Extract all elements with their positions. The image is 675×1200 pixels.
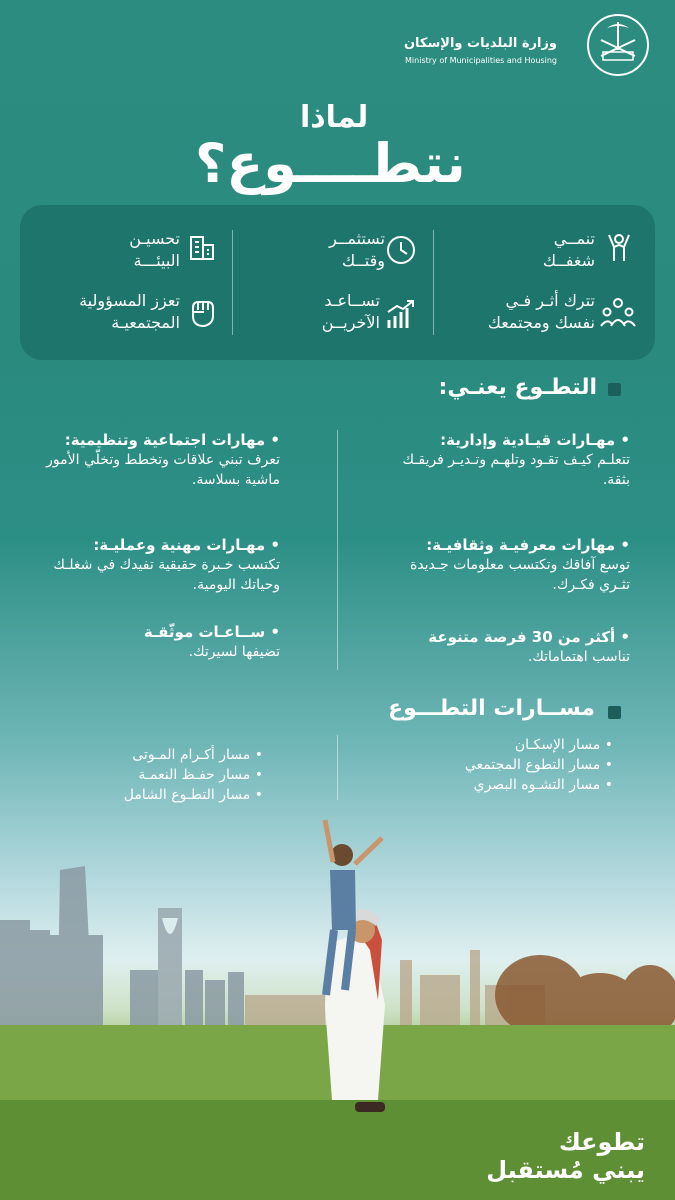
- section-marker: [608, 383, 621, 396]
- benefits-divider: [232, 230, 233, 335]
- tracks-right-list: [465, 735, 613, 795]
- title-volunteer: نتطــــوع؟: [195, 132, 466, 195]
- means-item-title: • مهارات معرفيـة وثقافيـة:: [426, 536, 630, 554]
- campaign-slogan: [486, 1128, 645, 1184]
- means-item-social: [30, 430, 280, 490]
- volunteering-means-heading: التطـوع يعنـي:: [438, 375, 597, 400]
- ministry-name-arabic: وزارة البلديات والإسكان: [403, 36, 557, 51]
- benefit-responsibility: [35, 290, 180, 334]
- means-item-opportunities: [390, 627, 630, 667]
- benefit-line: تستثمــر: [329, 229, 385, 248]
- benefit-line: البيئـــة: [133, 251, 180, 270]
- means-item-title: • مهـارات مهنية وعمليـة:: [93, 536, 280, 554]
- benefit-line: المجتمعيـة: [111, 313, 180, 332]
- tracks-left-list: [124, 745, 263, 805]
- benefit-impact: [450, 290, 595, 334]
- slogan-line: يبني مُستقبل: [486, 1156, 645, 1184]
- benefit-line: تعزز المسؤولية: [79, 291, 180, 310]
- community-icon: [600, 296, 636, 328]
- benefits-divider: [433, 230, 434, 335]
- track-item: • مسار أكـرام المـوتى: [124, 745, 263, 765]
- slogan-line: تطوعك: [558, 1128, 645, 1156]
- means-item-knowledge: [390, 535, 630, 595]
- track-item: • مسار التطـوع الشامل: [124, 785, 263, 805]
- means-item-text: تناسب اهتماماتك.: [527, 649, 630, 665]
- benefit-time: [255, 228, 385, 272]
- means-item-title: • مهارات اجتماعية وتنظيمية:: [64, 431, 280, 449]
- ministry-name-english: Ministry of Municipalities and Housing: [405, 56, 557, 65]
- section-marker: [608, 706, 621, 719]
- benefit-line: شغفــك: [542, 251, 595, 270]
- means-item-text: تكتسب خـبرة حقيقية تفيدك في شغلـك وحياتك اليومية.: [53, 557, 280, 593]
- benefit-line: تحسيـن: [129, 229, 180, 248]
- means-item-professional: [30, 535, 280, 595]
- means-item-title: • ســاعـات موثّقـة: [143, 623, 280, 641]
- benefit-line: نفسك ومجتمعك: [487, 313, 595, 332]
- benefit-line: الآخريــن: [321, 313, 380, 332]
- benefit-line: تنمــي: [553, 229, 595, 248]
- growth-chart-icon: [385, 298, 415, 330]
- means-item-text: تعرف تبني علاقات وتخطط وتخلّي الأمور ماشية بسلاسة.: [46, 452, 280, 488]
- raised-arms-icon: [605, 233, 633, 263]
- benefit-passion: [455, 228, 595, 272]
- track-item: • مسار حفـظ النعمـة: [124, 765, 263, 785]
- benefit-line: تترك أثـر فـي: [505, 291, 595, 310]
- track-item: • مسار التطوع المجتمعي: [465, 755, 613, 775]
- means-item-text: توسع آفاقك وتكتسب معلومات جـديدة تثـري فكـرك.: [409, 557, 630, 593]
- column-divider: [337, 430, 338, 670]
- tracks-heading: مســارات التطـــوع: [388, 696, 595, 721]
- benefit-line: تســاعـد: [324, 291, 380, 310]
- column-divider: [337, 735, 338, 800]
- means-item-title: • أكثر من 30 فرصة متنوعة: [428, 628, 630, 646]
- ministry-emblem-icon: [585, 12, 651, 78]
- means-item-title: • مهـارات قيـادية وإدارية:: [440, 431, 630, 449]
- means-item-hours: [30, 622, 280, 662]
- building-icon: [188, 234, 216, 262]
- benefit-line: وقتــك: [341, 251, 385, 270]
- means-item-text: تضيفها لسيرتك.: [188, 644, 280, 660]
- track-item: • مسار التشـوه البصري: [465, 775, 613, 795]
- means-item-leadership: [390, 430, 630, 490]
- clock-icon: [385, 234, 417, 266]
- means-item-text: تتعلـم كيـف تقـود وتلهـم وتـديـر فريقـك بثقة.: [402, 452, 630, 488]
- fist-icon: [188, 296, 216, 328]
- track-item: • مسار الإسكـان: [465, 735, 613, 755]
- benefit-environment: [35, 228, 180, 272]
- benefit-helping: [255, 290, 380, 334]
- title-why: لماذا: [300, 100, 369, 135]
